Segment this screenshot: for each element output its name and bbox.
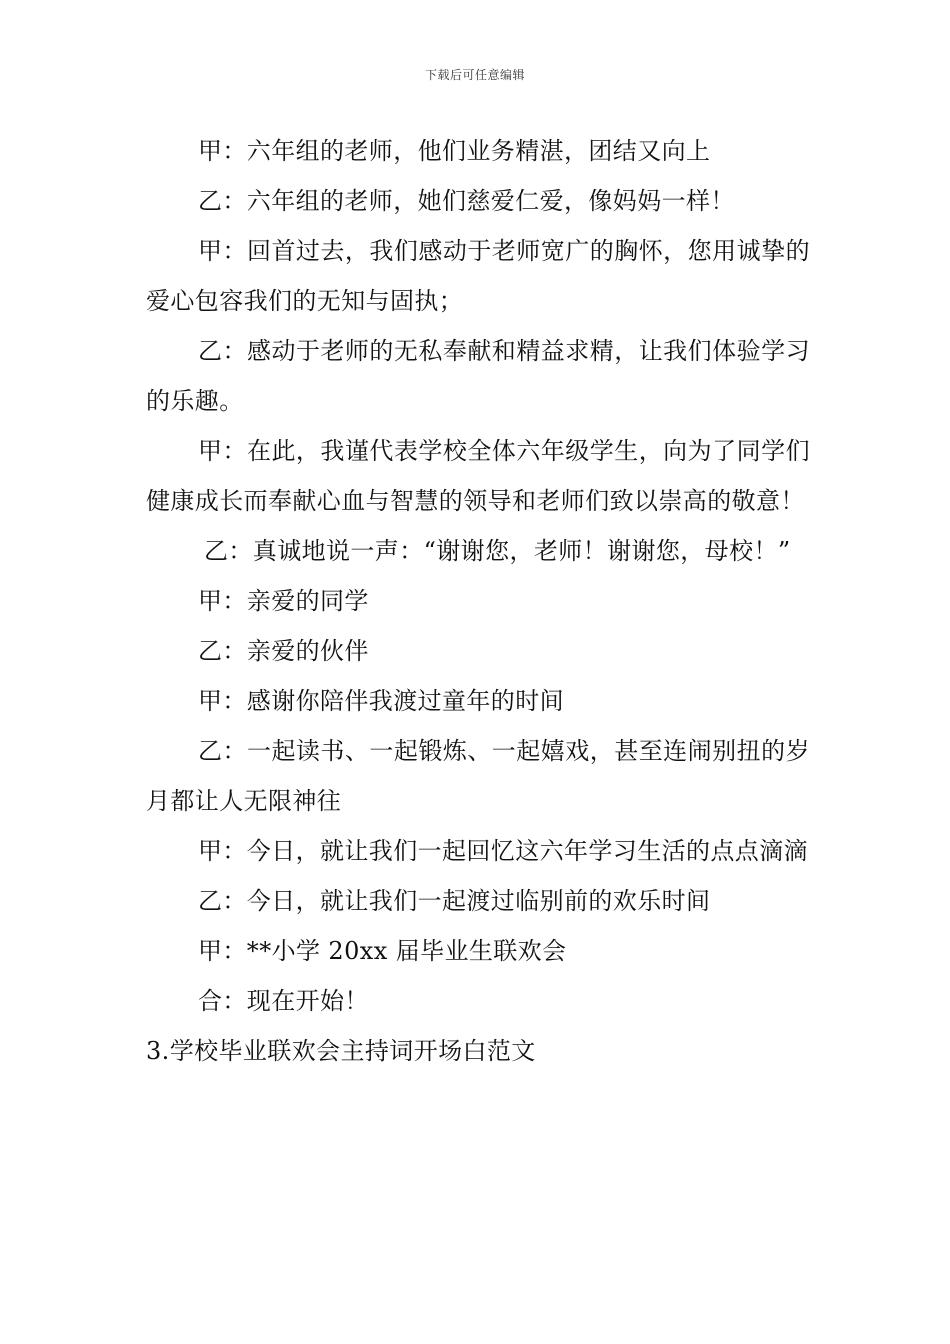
dialogue-paragraph: 甲：亲爱的同学 [198, 587, 369, 615]
dialogue-paragraph: 甲：六年组的老师，他们业务精湛，团结又向上 [198, 137, 711, 165]
dialogue-paragraph: 甲：在此，我谨代表学校全体六年级学生，向为了同学们健康成长而奉献心血与智慧的领导和老师们致以崇高的敬意！ [146, 437, 810, 515]
dialogue-paragraph: 甲：回首过去，我们感动于老师宽广的胸怀，您用诚挚的爱心包容我们的无知与固执； [146, 237, 810, 315]
dialogue-paragraph: 合：现在开始！ [198, 987, 369, 1015]
header-note: 下载后可任意编辑 [424, 68, 525, 82]
dialogue-paragraph: 甲：感谢你陪伴我渡过童年的时间 [198, 687, 564, 715]
dialogue-paragraph: 乙：感动于老师的无私奉献和精益求精，让我们体验学习的乐趣。 [146, 337, 810, 415]
dialogue-paragraph: 甲：今日，就让我们一起回忆这六年学习生活的点点滴滴 [198, 837, 808, 865]
dialogue-paragraph: 乙：亲爱的伙伴 [198, 637, 369, 665]
dialogue-paragraph: 甲：**小学 20xx 届毕业生联欢会 [198, 937, 567, 965]
dialogue-paragraph: 乙：今日，就让我们一起渡过临别前的欢乐时间 [198, 887, 711, 915]
section-heading: 3.学校毕业联欢会主持词开场白范文 [146, 1037, 536, 1065]
dialogue-paragraph: 乙：一起读书、一起锻炼、一起嬉戏，甚至连闹别扭的岁月都让人无限神往 [146, 737, 810, 815]
dialogue-paragraph: 乙：真诚地说一声：“谢谢您，老师！谢谢您，母校！” [204, 537, 791, 565]
dialogue-paragraph: 乙：六年组的老师，她们慈爱仁爱，像妈妈一样！ [198, 187, 735, 215]
document-body [146, 126, 810, 1076]
